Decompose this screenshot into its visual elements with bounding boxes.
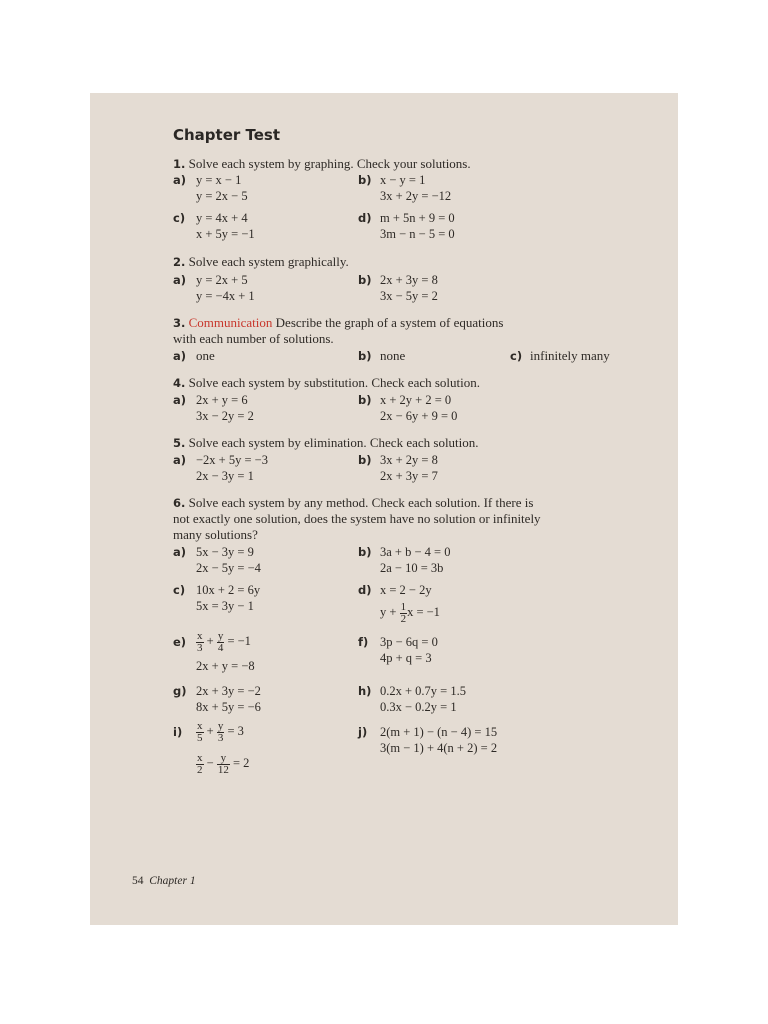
equation-part: = 2 [232,756,250,770]
equation: 8x + 5y = −6 [196,700,261,714]
equation: 5x − 3y = 9 [196,545,254,559]
question-text: Solve each system by graphing. Check your solutions. [188,156,471,171]
equation: x − y = 1 [380,173,426,187]
question-number: 2. [173,255,186,269]
equation: 3x − 5y = 2 [380,289,438,303]
equation-part: x = −1 [407,605,440,619]
denominator: 12 [217,763,229,776]
equation-with-fraction [196,749,249,777]
page-title: Chapter Test [173,126,281,144]
equation: 2a − 10 = 3b [380,561,444,575]
fraction [196,753,204,776]
equation: 0.3x − 0.2y = 1 [380,700,457,714]
denominator: 3 [197,641,203,654]
denominator: 4 [217,641,224,654]
equation: 2x + 3y = 8 [380,273,438,287]
question-number: 3. [173,316,186,330]
equation: −2x + 5y = −3 [196,453,268,467]
question-text: not exactly one solution, does the system have no solution or infinitely [173,511,541,526]
equation: x + 2y + 2 = 0 [380,393,452,407]
equation-with-fraction [380,598,440,626]
part-label: b) [358,393,372,407]
equation: y = 4x + 4 [196,211,248,225]
equation: 3p − 6q = 0 [380,635,438,649]
question-number: 1. [173,157,186,171]
question-5 [173,435,479,451]
question-2 [173,254,349,270]
part-label: i) [173,725,183,739]
question-6 [173,495,533,511]
equation: m + 5n + 9 = 0 [380,211,455,225]
question-number: 6. [173,496,186,510]
question-text: Describe the graph of a system of equations [275,315,504,330]
operator: + [206,634,214,648]
equation: 2x − 3y = 1 [196,469,254,483]
part-label: b) [358,453,372,467]
equation: x + 5y = −1 [196,227,255,241]
equation: 5x = 3y − 1 [196,599,254,613]
part-label: d) [358,583,372,597]
part-label: a) [173,173,187,187]
numerator: x [197,751,203,764]
equation: x = 2 − 2y [380,583,432,597]
numerator: x [197,629,203,642]
equation-part: = 3 [227,724,244,738]
chapter-label: Chapter 1 [149,875,196,887]
communication-keyword: Communication [188,315,273,330]
question-1 [173,156,471,172]
question-text: many solutions? [173,527,258,542]
equation: 3x + 2y = 8 [380,453,438,467]
question-text: Solve each system by elimination. Check each solution. [188,435,479,450]
equation: 3a + b − 4 = 0 [380,545,451,559]
part-label: b) [358,349,372,363]
numerator: y [217,629,224,642]
question-number: 4. [173,376,186,390]
page-footer [132,875,196,887]
equation-part: y + [380,605,397,619]
answer-option: none [380,348,406,363]
part-label: h) [358,684,372,698]
equation: y = 2x − 5 [196,189,248,203]
equation-with-fraction [196,717,244,745]
numerator: 1 [400,600,407,613]
equation: 3(m − 1) + 4(n + 2) = 2 [380,741,498,755]
page-number: 54 [132,875,144,887]
equation: 2x + 3y = 7 [380,469,438,483]
equation: 10x + 2 = 6y [196,583,261,597]
equation: 3m − n − 5 = 0 [380,227,455,241]
part-label: a) [173,453,187,467]
equation: y = −4x + 1 [196,289,255,303]
part-label: c) [173,583,186,597]
numerator: x [197,719,203,732]
equation: y = 2x + 5 [196,273,248,287]
equation: 4p + q = 3 [380,651,432,665]
part-label: b) [358,173,372,187]
numerator: y [217,753,230,765]
equation: 2x + 3y = −2 [196,684,261,698]
part-label: g) [173,684,187,698]
denominator: 3 [217,731,224,744]
part-label: b) [358,545,372,559]
equation: y = x − 1 [196,173,242,187]
answer-option: one [196,348,215,363]
fraction [217,721,225,744]
part-label: a) [173,393,187,407]
numerator: y [217,719,224,732]
answer-option: infinitely many [530,348,610,363]
part-label: j) [358,725,368,739]
part-label: b) [358,273,372,287]
part-label: d) [358,211,372,225]
equation: 2x − 5y = −4 [196,561,261,575]
question-number: 5. [173,436,186,450]
denominator: 2 [400,612,407,625]
equation: 2(m + 1) − (n − 4) = 15 [380,725,498,739]
equation: 2x + y = 6 [196,393,248,407]
question-4 [173,375,480,391]
fraction [217,753,230,776]
question-text: Solve each system by any method. Check each solution. If there is [188,495,534,510]
operator: + [206,724,214,738]
part-label: f) [358,635,369,649]
part-label: a) [173,349,187,363]
denominator: 2 [197,763,203,776]
part-label: e) [173,635,187,649]
equation-with-fraction [196,627,251,655]
denominator: 5 [197,731,203,744]
fraction [400,602,408,625]
equation-part: = −1 [227,634,251,648]
part-label: a) [173,545,187,559]
fraction [217,631,225,654]
fraction [196,721,204,744]
question-text: Solve each system by substitution. Check each solution. [188,375,481,390]
equation: 0.2x + 0.7y = 1.5 [380,684,466,698]
part-label: a) [173,273,187,287]
equation: 3x − 2y = 2 [196,409,254,423]
question-3 [173,315,503,331]
part-label: c) [510,349,523,363]
equation: 2x − 6y + 9 = 0 [380,409,458,423]
question-text: with each number of solutions. [173,331,334,346]
textbook-page [90,93,678,925]
equation: 3x + 2y = −12 [380,189,452,203]
equation: 2x + y = −8 [196,659,255,673]
fraction [196,631,204,654]
operator: − [206,756,214,770]
question-text: Solve each system graphically. [188,254,349,269]
part-label: c) [173,211,186,225]
